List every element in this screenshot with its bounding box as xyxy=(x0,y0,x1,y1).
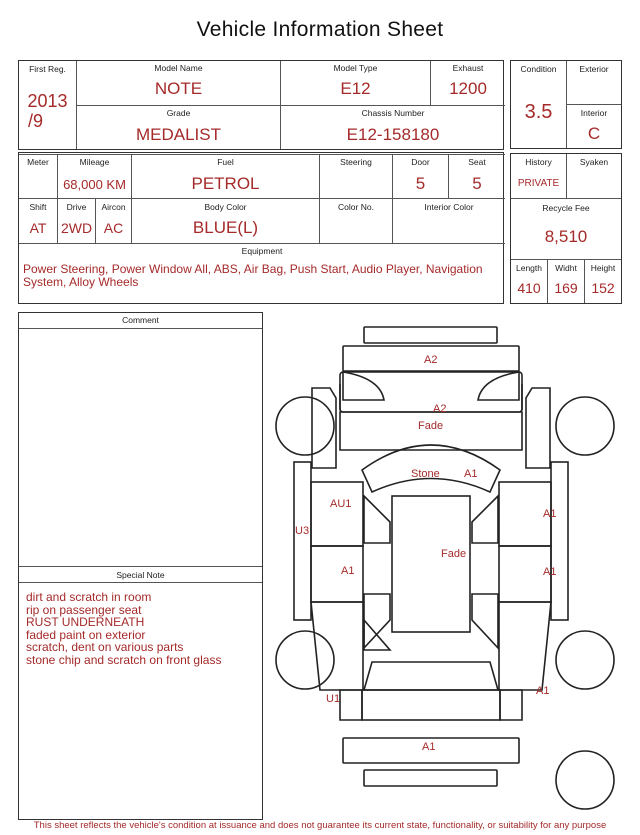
left-front-door xyxy=(311,482,363,546)
history-table xyxy=(510,153,622,304)
color-no-label: Color No. xyxy=(338,202,374,212)
front-right-wheel xyxy=(556,397,614,455)
steering-label: Steering xyxy=(340,157,372,167)
drive-label: Drive xyxy=(66,202,87,212)
fuel-label: Fuel xyxy=(217,157,234,167)
right-front-window xyxy=(472,496,498,543)
special-note-line: RUST UNDERNEATH xyxy=(26,615,145,629)
length-label: Length xyxy=(516,263,542,273)
mark-front-bumper: A2 xyxy=(424,354,438,366)
meter-cell xyxy=(19,154,57,198)
door-cell xyxy=(392,154,448,198)
special-note-line: rip on passenger seat xyxy=(26,602,142,617)
mark-left-rear-door: A1 xyxy=(341,565,355,577)
rear-hatch xyxy=(362,690,500,720)
grade-value: MEDALIST xyxy=(135,125,222,144)
fuel-value: PETROL xyxy=(191,174,260,193)
chassis-value: E12-158180 xyxy=(346,125,440,144)
special-note-line: dirt and scratch in room xyxy=(26,590,152,604)
mark-roof: Fade xyxy=(441,548,467,560)
mileage-cell xyxy=(57,154,131,198)
vehicle-info-table xyxy=(18,60,504,304)
condition-table xyxy=(510,60,622,149)
front-bumper-top xyxy=(364,327,497,343)
grade-cell xyxy=(76,105,280,150)
steering-cell xyxy=(319,154,392,198)
roof xyxy=(392,496,470,632)
meter-label: Meter xyxy=(27,157,49,167)
spare-wheel xyxy=(556,751,614,809)
aircon-label: Aircon xyxy=(101,202,126,212)
door-value: 5 xyxy=(415,174,426,193)
equipment-value: Power Steering, Power Window All, ABS, Air Bag, Push Start, Audio Player, Navigation System, Alloy Wheels xyxy=(23,262,483,289)
recycle-fee-cell xyxy=(511,198,621,259)
model-name-label: Model Name xyxy=(154,63,203,73)
disclaimer-footer: This sheet reflects the vehicle's condition at issuance and does not guarantee its current state, functionality, or suitability for any purpose xyxy=(33,820,607,831)
history-label: History xyxy=(525,157,552,167)
table-divider xyxy=(18,149,504,153)
shift-label: Shift xyxy=(29,202,47,212)
interior-label: Interior xyxy=(580,108,608,118)
body-color-value: BLUE(L) xyxy=(192,218,259,237)
rear-right-wheel xyxy=(556,631,614,689)
equipment-label: Equipment xyxy=(241,246,283,256)
length-cell xyxy=(511,259,547,303)
width-label: Widht xyxy=(555,263,577,273)
comment-box xyxy=(18,312,263,820)
left-headlight xyxy=(343,372,384,400)
front-left-wheel xyxy=(276,397,334,455)
mark-right-rear: A1 xyxy=(536,685,550,697)
recycle-fee-label: Recycle Fee xyxy=(542,203,590,213)
first-reg-month: /9 xyxy=(28,111,44,131)
special-note-line: scratch, dent on various parts xyxy=(26,640,184,654)
history-cell xyxy=(511,154,566,198)
first-reg-year: 2013 xyxy=(27,91,68,111)
model-type-label: Model Type xyxy=(333,63,378,73)
right-front-fender xyxy=(526,388,550,468)
rear-end xyxy=(340,690,522,720)
chassis-cell xyxy=(280,105,505,150)
first-reg-label: First Reg. xyxy=(29,64,66,74)
interior-color-cell xyxy=(392,198,505,243)
special-note-label: Special Note xyxy=(116,570,165,580)
interior-color-label: Interior Color xyxy=(424,202,474,212)
interior-cell xyxy=(566,104,621,148)
width-cell xyxy=(547,259,584,303)
aircon-cell xyxy=(95,198,131,243)
special-note-section xyxy=(19,566,262,819)
aircon-value: AC xyxy=(103,220,124,236)
left-rear-quarter xyxy=(311,602,363,690)
seat-label: Seat xyxy=(468,157,486,167)
right-headlight xyxy=(478,372,519,400)
exterior-cell xyxy=(566,61,621,104)
page-title: Vehicle Information Sheet xyxy=(196,18,444,41)
front-body xyxy=(340,384,522,410)
rear-window xyxy=(364,662,498,690)
shift-value: AT xyxy=(29,220,47,236)
mark-left-rear: U1 xyxy=(326,693,341,705)
seat-value: 5 xyxy=(472,174,482,193)
rear-left-wheel xyxy=(276,631,334,689)
mark-windshield-a1: A1 xyxy=(464,468,478,480)
exhaust-cell xyxy=(430,61,505,105)
chassis-label: Chassis Number xyxy=(361,108,425,118)
mark-rear-bumper: A1 xyxy=(422,741,436,753)
width-value: 169 xyxy=(554,280,578,296)
comment-label: Comment xyxy=(122,315,159,325)
grade-label: Grade xyxy=(166,108,191,118)
special-note-line: stone chip and scratch on front glass xyxy=(26,652,222,667)
mark-right-front-door: A1 xyxy=(543,508,557,520)
left-rear-window xyxy=(364,594,390,648)
condition-label: Condition xyxy=(520,64,557,74)
special-note-line: faded paint on exterior xyxy=(26,627,146,642)
exhaust-label: Exhaust xyxy=(452,63,484,73)
first-reg-cell xyxy=(19,61,76,150)
mark-right-rear-door: A1 xyxy=(543,566,557,578)
mark-hood-fade: Fade xyxy=(418,420,444,432)
length-value: 410 xyxy=(517,280,541,296)
left-rear-door xyxy=(311,546,363,602)
left-front-fender xyxy=(312,388,336,468)
model-name-cell xyxy=(76,61,280,105)
drive-value: 2WD xyxy=(60,220,93,236)
right-rear-quarter xyxy=(499,602,551,690)
rear-bumper-bottom xyxy=(364,770,497,786)
mark-left-body: U3 xyxy=(295,525,310,537)
drive-cell xyxy=(57,198,95,243)
body-color-cell xyxy=(131,198,319,243)
mileage-label: Mileage xyxy=(79,157,110,167)
right-skirt xyxy=(551,462,568,620)
syaken-cell xyxy=(566,154,621,198)
exhaust-value: 1200 xyxy=(449,79,487,98)
exterior-label: Exterior xyxy=(579,64,609,74)
condition-cell xyxy=(511,61,566,148)
model-type-cell xyxy=(280,61,430,105)
color-no-cell xyxy=(319,198,392,243)
mileage-value: 68,000 KM xyxy=(63,177,126,192)
history-value: PRIVATE xyxy=(517,178,560,189)
comment-header xyxy=(19,313,262,329)
hood-outline xyxy=(340,372,522,412)
special-note-text xyxy=(26,591,221,666)
shift-cell xyxy=(19,198,57,243)
mark-hood-a2: A2 xyxy=(433,403,447,415)
special-note-header xyxy=(19,567,262,583)
left-front-window xyxy=(364,496,390,543)
height-label: Height xyxy=(590,263,616,273)
model-name-value: NOTE xyxy=(154,79,203,98)
body-color-label: Body Color xyxy=(204,202,247,212)
mark-windshield-stone: Stone xyxy=(411,468,440,480)
recycle-fee-value: 8,510 xyxy=(544,227,588,246)
model-type-value: E12 xyxy=(340,79,371,98)
door-label: Door xyxy=(411,157,430,167)
condition-value: 3.5 xyxy=(524,101,553,123)
right-rear-window xyxy=(472,594,498,648)
equipment-cell xyxy=(19,243,505,304)
fuel-cell xyxy=(131,154,319,198)
interior-value: C xyxy=(587,124,601,143)
car-damage-diagram xyxy=(264,318,640,818)
seat-cell xyxy=(448,154,505,198)
syaken-label: Syaken xyxy=(579,157,609,167)
mark-left-front-door: AU1 xyxy=(330,498,352,510)
left-skirt xyxy=(294,462,311,620)
height-cell xyxy=(584,259,621,303)
height-value: 152 xyxy=(591,280,615,296)
